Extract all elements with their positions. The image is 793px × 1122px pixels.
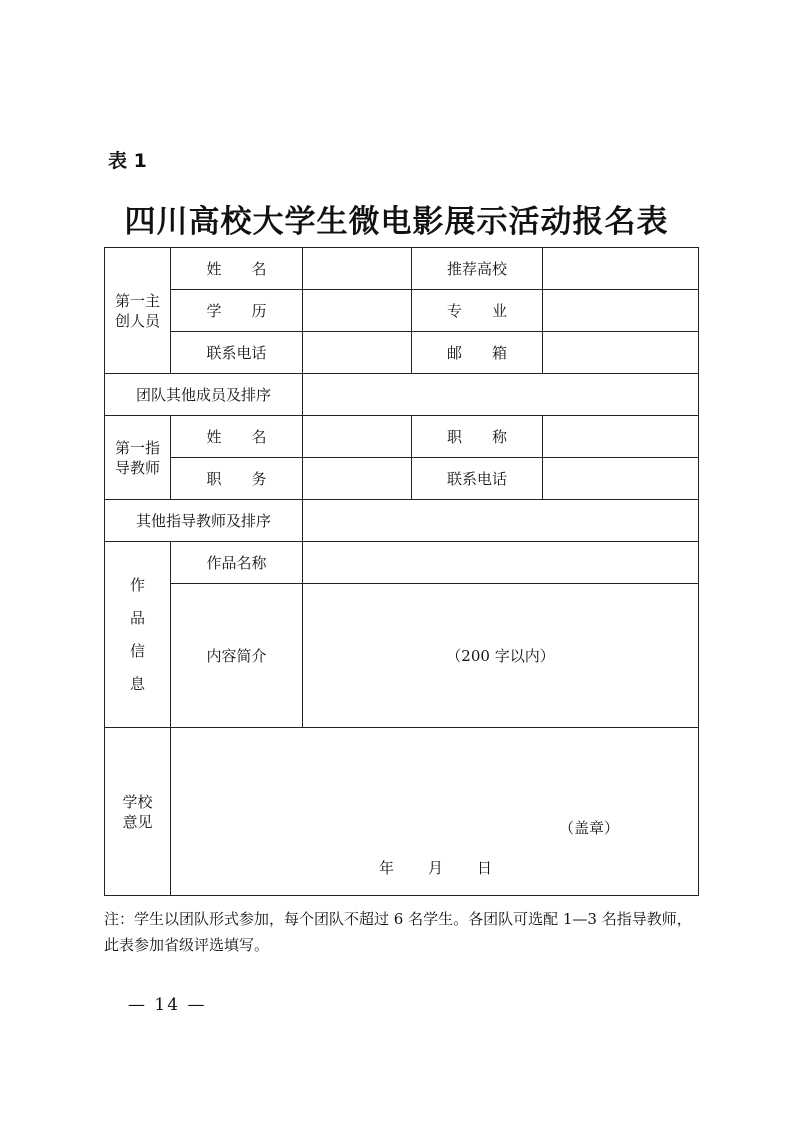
work-name-input[interactable] <box>303 542 699 584</box>
footnote: 注：学生以团队形式参加，每个团队不超过 6 名学生。各团队可选配 1—3 名指导教师，此表参加省级评选填写。 <box>104 910 692 954</box>
other-teachers-label: 其他指导教师及排序 <box>105 500 303 542</box>
creator-name-input[interactable] <box>303 248 412 290</box>
creator-major-input[interactable] <box>543 290 699 332</box>
creator-education-input[interactable] <box>303 290 412 332</box>
teacher-group-label: 第一指 导教师 <box>105 416 171 500</box>
creator-email-label: 邮 箱 <box>412 332 543 374</box>
team-members-input[interactable] <box>303 374 699 416</box>
creator-major-label: 专 业 <box>412 290 543 332</box>
team-members-label: 团队其他成员及排序 <box>105 374 303 416</box>
work-summary-label: 内容简介 <box>171 584 303 728</box>
table-number-label: 表 1 <box>108 150 147 172</box>
creator-school-input[interactable] <box>543 248 699 290</box>
creator-email-input[interactable] <box>543 332 699 374</box>
school-opinion-label: 学校 意见 <box>105 728 171 896</box>
school-opinion-input[interactable] <box>171 728 699 896</box>
teacher-name-input[interactable] <box>303 416 412 458</box>
date-year: 年 <box>379 859 395 877</box>
registration-form-table <box>104 247 699 896</box>
creator-phone-input[interactable] <box>303 332 412 374</box>
date-month: 月 <box>428 859 444 877</box>
seal-placeholder: （盖章） <box>559 819 620 837</box>
teacher-position-input[interactable] <box>303 458 412 500</box>
creator-group-label: 第一主 创人员 <box>105 248 171 374</box>
teacher-phone-input[interactable] <box>543 458 699 500</box>
creator-school-label: 推荐高校 <box>412 248 543 290</box>
page-number: — 14 — <box>128 995 207 1015</box>
teacher-position-label: 职 务 <box>171 458 303 500</box>
creator-name-label: 姓 名 <box>171 248 303 290</box>
work-summary-hint: （200 字以内） <box>446 646 555 665</box>
creator-education-label: 学 历 <box>171 290 303 332</box>
other-teachers-input[interactable] <box>303 500 699 542</box>
work-group-label: 作 品 信 息 <box>105 542 171 728</box>
form-title: 四川高校大学生微电影展示活动报名表 <box>124 204 669 240</box>
work-summary-input[interactable] <box>303 584 699 728</box>
date-line <box>379 858 526 878</box>
work-name-label: 作品名称 <box>171 542 303 584</box>
teacher-title-input[interactable] <box>543 416 699 458</box>
teacher-title-label: 职 称 <box>412 416 543 458</box>
creator-phone-label: 联系电话 <box>171 332 303 374</box>
teacher-name-label: 姓 名 <box>171 416 303 458</box>
teacher-phone-label: 联系电话 <box>412 458 543 500</box>
date-day: 日 <box>477 859 493 877</box>
